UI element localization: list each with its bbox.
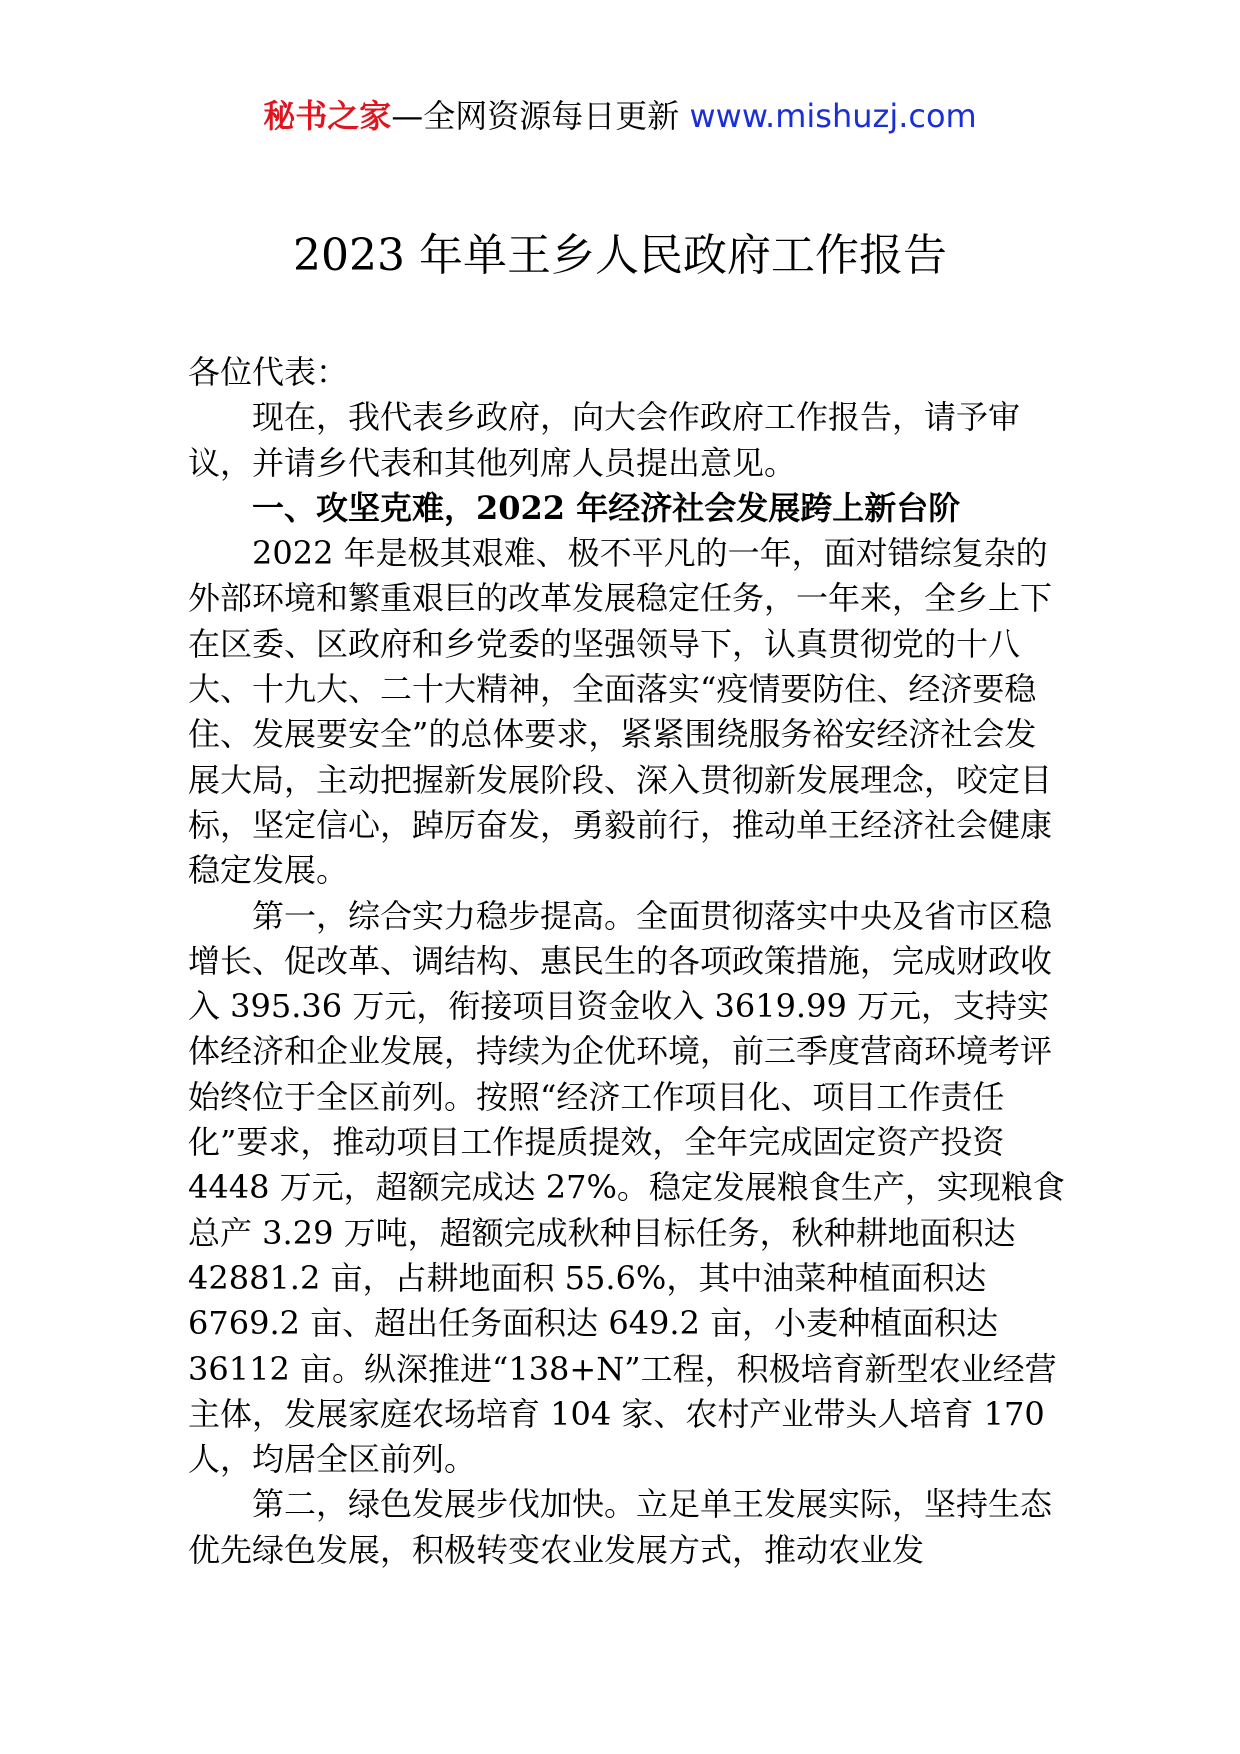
document-body bbox=[188, 350, 1068, 1573]
paragraph-intro: 现在，我代表乡政府，向大会作政府工作报告，请予审议，并请乡代表和其他列席人员提出意见。 bbox=[188, 398, 1021, 482]
site-brand: 秘书之家 bbox=[263, 97, 392, 135]
section-heading: 一、攻坚克难，2022 年经济社会发展跨上新台阶 bbox=[252, 488, 961, 527]
document-title: 2023 年单王乡人民政府工作报告 bbox=[293, 230, 947, 281]
paragraph-first: 第一，综合实力稳步提高。全面贯彻落实中央及省市区稳增长、促改革、调结构、惠民生的各项政策措施，完成财政收入 395.36 万元，衔接项目资金收入 3619.99 万元，支持实体经济和企业发展，持续为企优环境，前三季度营商环境考评始终位于全区前列。按照“经济工作项目化、项目工作责任化”要求，推动项目工作提质提效，全年完成固定资产投资 4448 万元，超额完成达 27%。稳定发展粮食生产，实现粮食总产 3.29 万吨，超额完成秋种目标任务，秋种耕地面积达 42881.2 亩，占耕地面积 55.6%，其中油菜种植面积达 6769.2 亩、超出任务面积达 649.2 亩，小麦种植面积达 36112 亩。纵深推进“138+N”工程，积极培育新型农业经营主体，发展家庭农场培育 104 家、农村产业带头人培育 170 人，均居全区前列。 bbox=[188, 896, 1065, 1479]
site-header bbox=[0, 96, 1240, 136]
site-tagline: —全网资源每日更新 bbox=[391, 97, 690, 135]
site-url-link[interactable]: www.mishuzj.com bbox=[689, 97, 977, 135]
paragraph-overview: 2022 年是极其艰难、极不平凡的一年，面对错综复杂的外部环境和繁重艰巨的改革发展稳定任务，一年来，全乡上下在区委、区政府和乡党委的坚强领导下，认真贯彻党的十八大、十九大、二十大精神，全面落实“疫情要防住、经济要稳住、发展要安全”的总体要求，紧紧围绕服务裕安经济社会发展大局，主动把握新发展阶段、深入贯彻新发展理念，咬定目标，坚定信心，踔厉奋发，勇毅前行，推动单王经济社会健康稳定发展。 bbox=[188, 534, 1053, 890]
salutation: 各位代表： bbox=[188, 353, 349, 391]
paragraph-second: 第二，绿色发展步伐加快。立足单王发展实际，坚持生态优先绿色发展，积极转变农业发展方式，推动农业发 bbox=[188, 1485, 1053, 1569]
